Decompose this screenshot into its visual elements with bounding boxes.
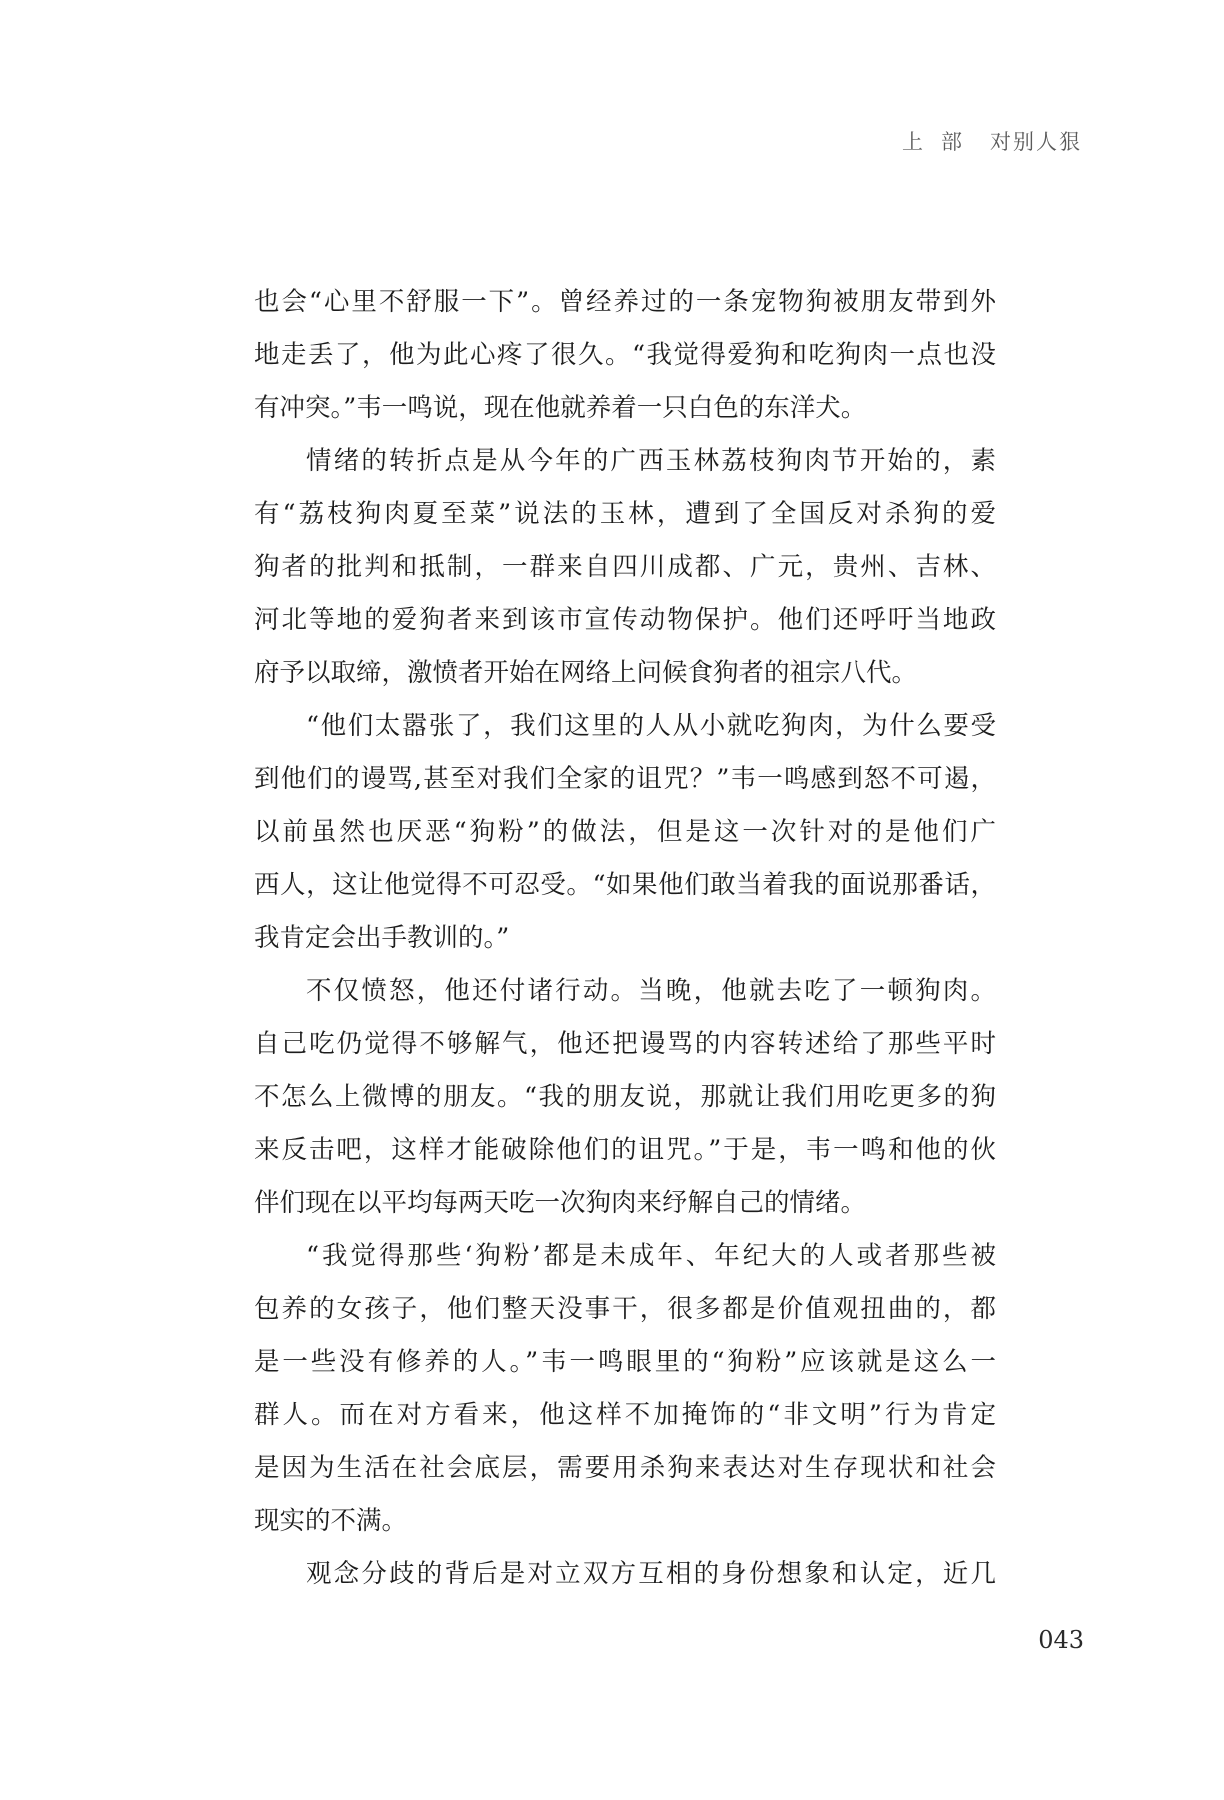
text-line: 也会“心里不舒服一下”。曾经养过的一条宠物狗被朋友带到外 bbox=[254, 287, 996, 317]
text-line: “我觉得那些‘狗粉’都是未成年、年纪大的人或者那些被 bbox=[306, 1241, 996, 1271]
text-line: 是一些没有修养的人。”韦一鸣眼里的“狗粉”应该就是这么一 bbox=[254, 1347, 996, 1377]
text-line: 不仅愤怒，他还付诸行动。当晚，他就去吃了一顿狗肉。 bbox=[306, 976, 996, 1006]
text-line: 我肯定会出手教训的。” bbox=[254, 923, 510, 953]
text-line: 包养的女孩子，他们整天没事干，很多都是价值观扭曲的，都 bbox=[254, 1294, 996, 1324]
page-number: 043 bbox=[1038, 1626, 1084, 1654]
text-line: 伴们现在以平均每两天吃一次狗肉来纾解自己的情绪。 bbox=[254, 1188, 867, 1218]
text-line: 到他们的谩骂,甚至对我们全家的诅咒？”韦一鸣感到怒不可遏， bbox=[254, 764, 996, 794]
text-line: 府予以取缔，激愤者开始在网络上问候食狗者的祖宗八代。 bbox=[254, 658, 918, 688]
text-line: 自己吃仍觉得不够解气，他还把谩骂的内容转述给了那些平时 bbox=[254, 1029, 996, 1059]
text-line: “他们太嚣张了，我们这里的人从小就吃狗肉，为什么要受 bbox=[306, 711, 996, 741]
text-line: 西人，这让他觉得不可忍受。“如果他们敢当着我的面说那番话， bbox=[254, 870, 996, 900]
text-line: 有“荔枝狗肉夏至菜”说法的玉林，遭到了全国反对杀狗的爱 bbox=[254, 499, 996, 529]
running-header-part: 上部 bbox=[902, 130, 980, 154]
text-line: 狗者的批判和抵制，一群来自四川成都、广元，贵州、吉林、 bbox=[254, 552, 996, 582]
text-line: 群人。而在对方看来，他这样不加掩饰的“非文明”行为肯定 bbox=[254, 1400, 996, 1430]
text-line: 现实的不满。 bbox=[254, 1506, 408, 1536]
text-line: 河北等地的爱狗者来到该市宣传动物保护。他们还呼吁当地政 bbox=[254, 605, 996, 635]
text-line: 以前虽然也厌恶“狗粉”的做法，但是这一次针对的是他们广 bbox=[254, 817, 996, 847]
text-line: 地走丢了，他为此心疼了很久。“我觉得爱狗和吃狗肉一点也没 bbox=[254, 340, 996, 370]
text-line: 来反击吧，这样才能破除他们的诅咒。”于是，韦一鸣和他的伙 bbox=[254, 1135, 996, 1165]
text-line: 有冲突。”韦一鸣说，现在他就养着一只白色的东洋犬。 bbox=[254, 393, 867, 423]
text-line: 是因为生活在社会底层，需要用杀狗来表达对生存现状和社会 bbox=[254, 1453, 996, 1483]
text-line: 情绪的转折点是从今年的广西玉林荔枝狗肉节开始的，素 bbox=[306, 446, 996, 476]
running-header bbox=[902, 126, 1082, 156]
running-header-title: 对别人狠 bbox=[990, 130, 1082, 154]
body-text bbox=[254, 276, 996, 1601]
text-line: 观念分歧的背后是对立双方互相的身份想象和认定，近几 bbox=[306, 1559, 996, 1589]
text-line: 不怎么上微博的朋友。“我的朋友说，那就让我们用吃更多的狗 bbox=[254, 1082, 996, 1112]
